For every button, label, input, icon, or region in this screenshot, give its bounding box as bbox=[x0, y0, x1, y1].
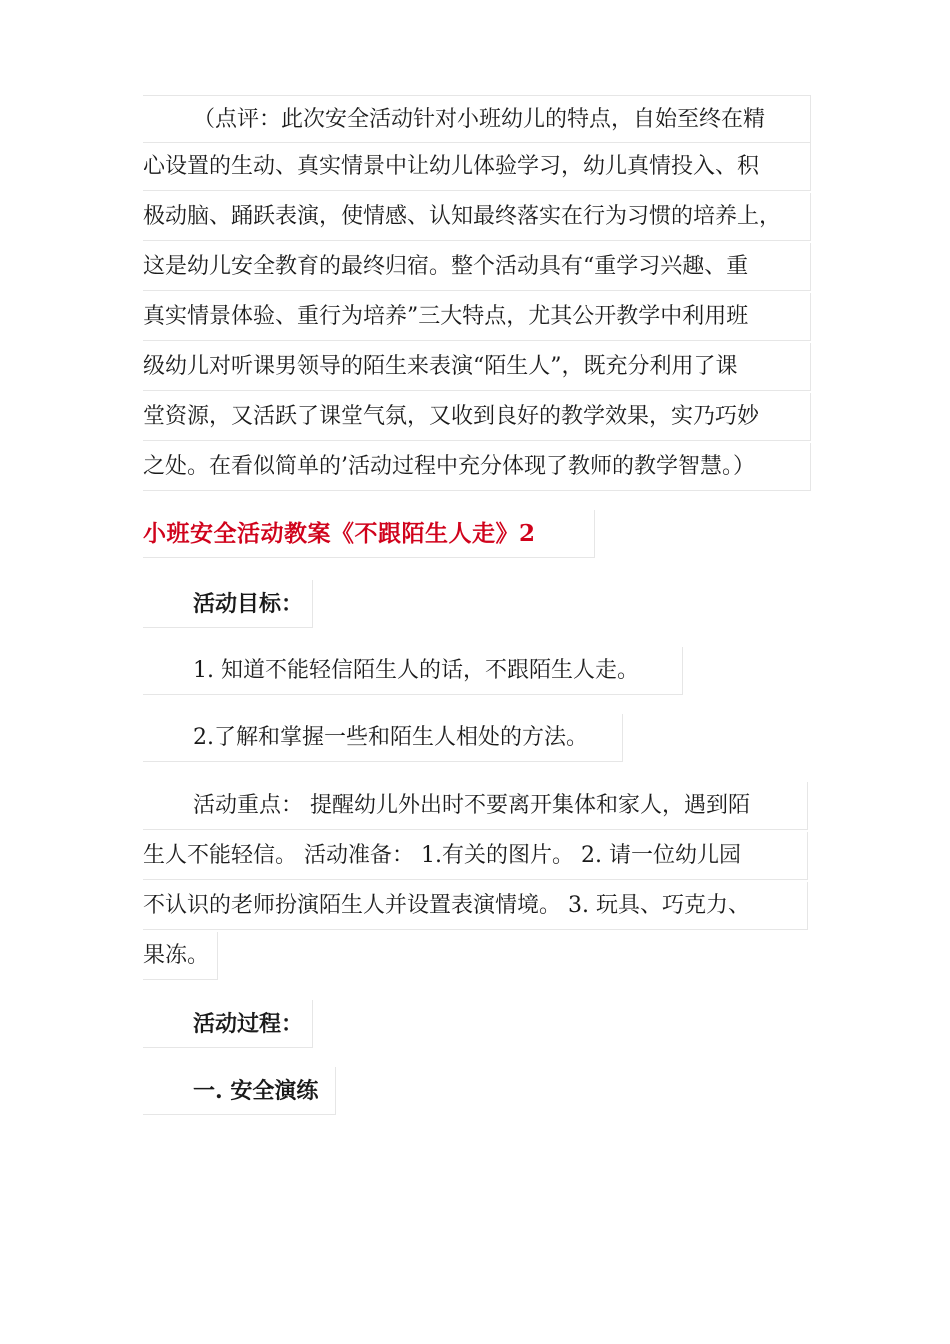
key-points-line-1: 活动重点： 提醒幼儿外出时不要离开集体和家人，遇到陌 bbox=[143, 782, 808, 830]
process-heading: 活动过程： bbox=[143, 1000, 313, 1048]
key-points-line-3: 不认识的老师扮演陌生人并设置表演情境。 3. 玩具、巧克力、 bbox=[143, 882, 808, 930]
key-points-line-4: 果冻。 bbox=[143, 932, 218, 980]
section-title: 小班安全活动教案《不跟陌生人走》2 bbox=[143, 510, 595, 558]
key-points-line-2: 生人不能轻信。 活动准备： 1.有关的图片。 2. 请一位幼儿园 bbox=[143, 832, 808, 880]
goals-heading: 活动目标： bbox=[143, 580, 313, 628]
goal-item-1: 1. 知道不能轻信陌生人的话，不跟陌生人走。 bbox=[143, 647, 683, 695]
review-line-4: 这是幼儿安全教育的最终归宿。整个活动具有“重学习兴趣、重 bbox=[143, 243, 811, 291]
review-line-6: 级幼儿对听课男领导的陌生来表演“陌生人”，既充分利用了课 bbox=[143, 343, 811, 391]
review-line-3: 极动脑、踊跃表演，使情感、认知最终落实在行为习惯的培养上， bbox=[143, 193, 811, 241]
review-line-5: 真实情景体验、重行为培养”三大特点，尤其公开教学中利用班 bbox=[143, 293, 811, 341]
process-step-1: 一. 安全演练 bbox=[143, 1067, 336, 1115]
review-line-2: 心设置的生动、真实情景中让幼儿体验学习，幼儿真情投入、积 bbox=[143, 143, 811, 191]
review-line-7: 堂资源，又活跃了课堂气氛，又收到良好的教学效果，实乃巧妙 bbox=[143, 393, 811, 441]
goal-item-2: 2.了解和掌握一些和陌生人相处的方法。 bbox=[143, 714, 623, 762]
review-line-8: 之处。在看似简单的’活动过程中充分体现了教师的教学智慧。） bbox=[143, 443, 811, 491]
review-line-1: （点评：此次安全活动针对小班幼儿的特点，自始至终在精 bbox=[143, 95, 811, 143]
